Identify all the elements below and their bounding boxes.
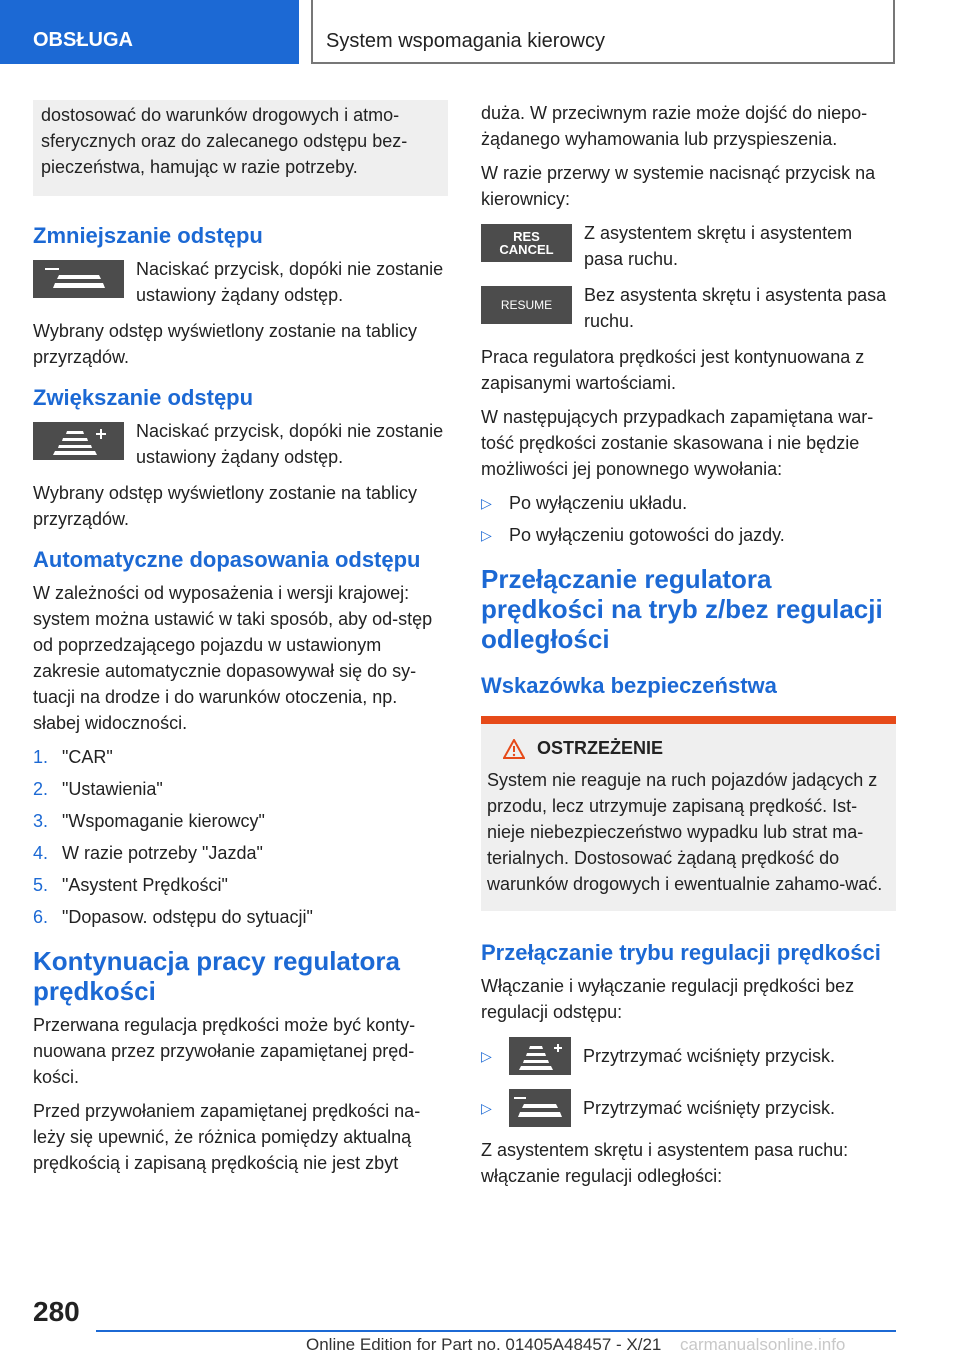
page-header-title: System wspomagania kierowcy: [311, 0, 895, 64]
warning-title-row: [487, 738, 890, 759]
list-item: 2. "Ustawienia": [33, 779, 163, 799]
switch-heading: Przełączanie regulatora prędkości na tryb z/bez regulacji odległości: [481, 564, 883, 654]
warning-text: System nie reaguje na ruch pojazdów jadących z przodu, lecz utrzymuje zapisaną prędkość. Ist-nieje niebezpieczeństwo wypadku lub strat ma-terialnych. Dostosować żądaną prędkość do warunków drogowych i ewentualnie zahamo-wać.: [487, 770, 883, 894]
distance-decrease-button-icon: [509, 1089, 571, 1127]
right-p2: W razie przerwy w systemie nacisnąć przycisk na kierownicy:: [481, 163, 876, 209]
auto-text: W zależności od wyposażenia i wersji krajowej: system można ustawić w taki sposób, aby od-stęp od poprzedzającego pojazdu w ustawionym zakresie automatycznie dopasowywał się do sy-tuacji na drodze i do warunków otoczenia, np. słabej widoczności.: [33, 583, 433, 733]
rescancel-row: [481, 220, 896, 272]
list-item: 5. "Asystent Prędkości": [33, 875, 228, 895]
intro-box: [33, 100, 448, 196]
right-p3: Praca regulatora prędkości jest kontynuowana z zapisanymi wartościami.: [481, 347, 865, 393]
rescancel-text: Z asystentem skrętu i asystentem pasa ruchu.: [584, 223, 853, 269]
triangle-bullet-icon: ▷: [481, 527, 492, 543]
resume-text: Bez asystenta skrętu i asystenta pasa ruchu.: [584, 285, 887, 331]
edition-text: Online Edition for Part no. 01405A48457 - X/21: [306, 1335, 662, 1354]
right-p-last: Z asystentem skrętu i asystentem pasa ruchu: włączanie regulacji odległości:: [481, 1140, 849, 1186]
left-column: [33, 100, 448, 1184]
triangle-bullet-icon: ▷: [481, 1100, 492, 1116]
right-p1: duża. W przeciwnym razie może dojść do niepo-żądanego wyhamowania lub przyspieszenia.: [481, 103, 868, 149]
increase-row: [33, 418, 448, 470]
watermark-text: carmanualsonline.info: [680, 1335, 846, 1354]
increase-after: Wybrany odstęp wyświetlony zostanie na tablicy przyrządów.: [33, 483, 418, 529]
decrease-row: [33, 256, 448, 308]
list-item: 3. "Wspomaganie kierowcy": [33, 811, 265, 831]
right-p4: W następujących przypadkach zapamiętana war-tość prędkości zostanie skasowana i nie będzie możliwości jej ponownego wywołania:: [481, 407, 874, 479]
auto-steps-list: [33, 744, 448, 930]
decrease-instruction: Naciskać przycisk, dopóki nie zostanie ustawiony żądany odstęp.: [136, 259, 444, 305]
footer-divider: [96, 1330, 896, 1332]
res-cancel-button-icon: RES CANCEL: [481, 224, 572, 262]
list-item: 4. W razie potrzeby "Jazda": [33, 843, 263, 863]
safety-heading: Wskazówka bezpieczeństwa: [481, 673, 777, 698]
list-item: 1. "CAR": [33, 747, 113, 767]
distance-increase-button-icon: [509, 1037, 571, 1075]
intro-text: dostosować do warunków drogowych i atmo-sferycznych oraz do zalecanego odstępu bez-pieczeństwa, hamując w razie potrzeby.: [41, 105, 408, 177]
mode-list: [481, 1037, 896, 1127]
decrease-after: Wybrany odstęp wyświetlony zostanie na tablicy przyrządów.: [33, 321, 418, 367]
continue-p2: Przed przywołaniem zapamiętanej prędkości na-leży się upewnić, że różnica pomiędzy aktualną prędkością i zapisaną prędkością nie jest zbyt: [33, 1101, 421, 1173]
mode-text: Włączanie i wyłączanie regulacji prędkości bez regulacji odstępu:: [481, 976, 855, 1022]
triangle-bullet-icon: ▷: [481, 495, 492, 511]
list-item: ▷ Po wyłączeniu układu.: [481, 490, 896, 516]
continue-p1: Przerwana regulacja prędkości może być konty-nuowana przez przywołanie zapamiętanej pręd-kości.: [33, 1015, 416, 1087]
resume-button-icon: RESUME: [481, 286, 572, 324]
resume-row: [481, 282, 896, 334]
continue-heading: Kontynuacja pracy regulatora prędkości: [33, 946, 400, 1006]
increase-instruction: Naciskać przycisk, dopóki nie zostanie ustawiony żądany odstęp.: [136, 421, 444, 467]
distance-increase-button-icon: [33, 422, 124, 460]
distance-decrease-button-icon: [33, 260, 124, 298]
section-tab: OBSŁUGA: [0, 0, 299, 64]
page-number: 280: [33, 1296, 80, 1327]
list-item: ▷ Po wyłączeniu gotowości do jazdy.: [481, 522, 896, 548]
list-item: ▷ Przytrzymać wciśnięty przycisk.: [481, 1089, 896, 1127]
increase-heading: Zwiększanie odstępu: [33, 385, 254, 410]
warning-title: OSTRZEŻENIE: [537, 738, 664, 758]
list-item: ▷ Przytrzymać wciśnięty przycisk.: [481, 1037, 896, 1075]
warning-box: [481, 716, 896, 911]
right-column: [481, 100, 896, 1197]
list-item: 6. "Dopasow. odstępu do sytuacji": [33, 907, 313, 927]
warning-triangle-icon: [503, 739, 525, 759]
auto-heading: Automatyczne dopasowania odstępu: [33, 547, 421, 572]
decrease-heading: Zmniejszanie odstępu: [33, 223, 263, 248]
mode-heading: Przełączanie trybu regulacji prędkości: [481, 940, 881, 965]
reset-conditions-list: [481, 490, 896, 548]
triangle-bullet-icon: ▷: [481, 1048, 492, 1064]
